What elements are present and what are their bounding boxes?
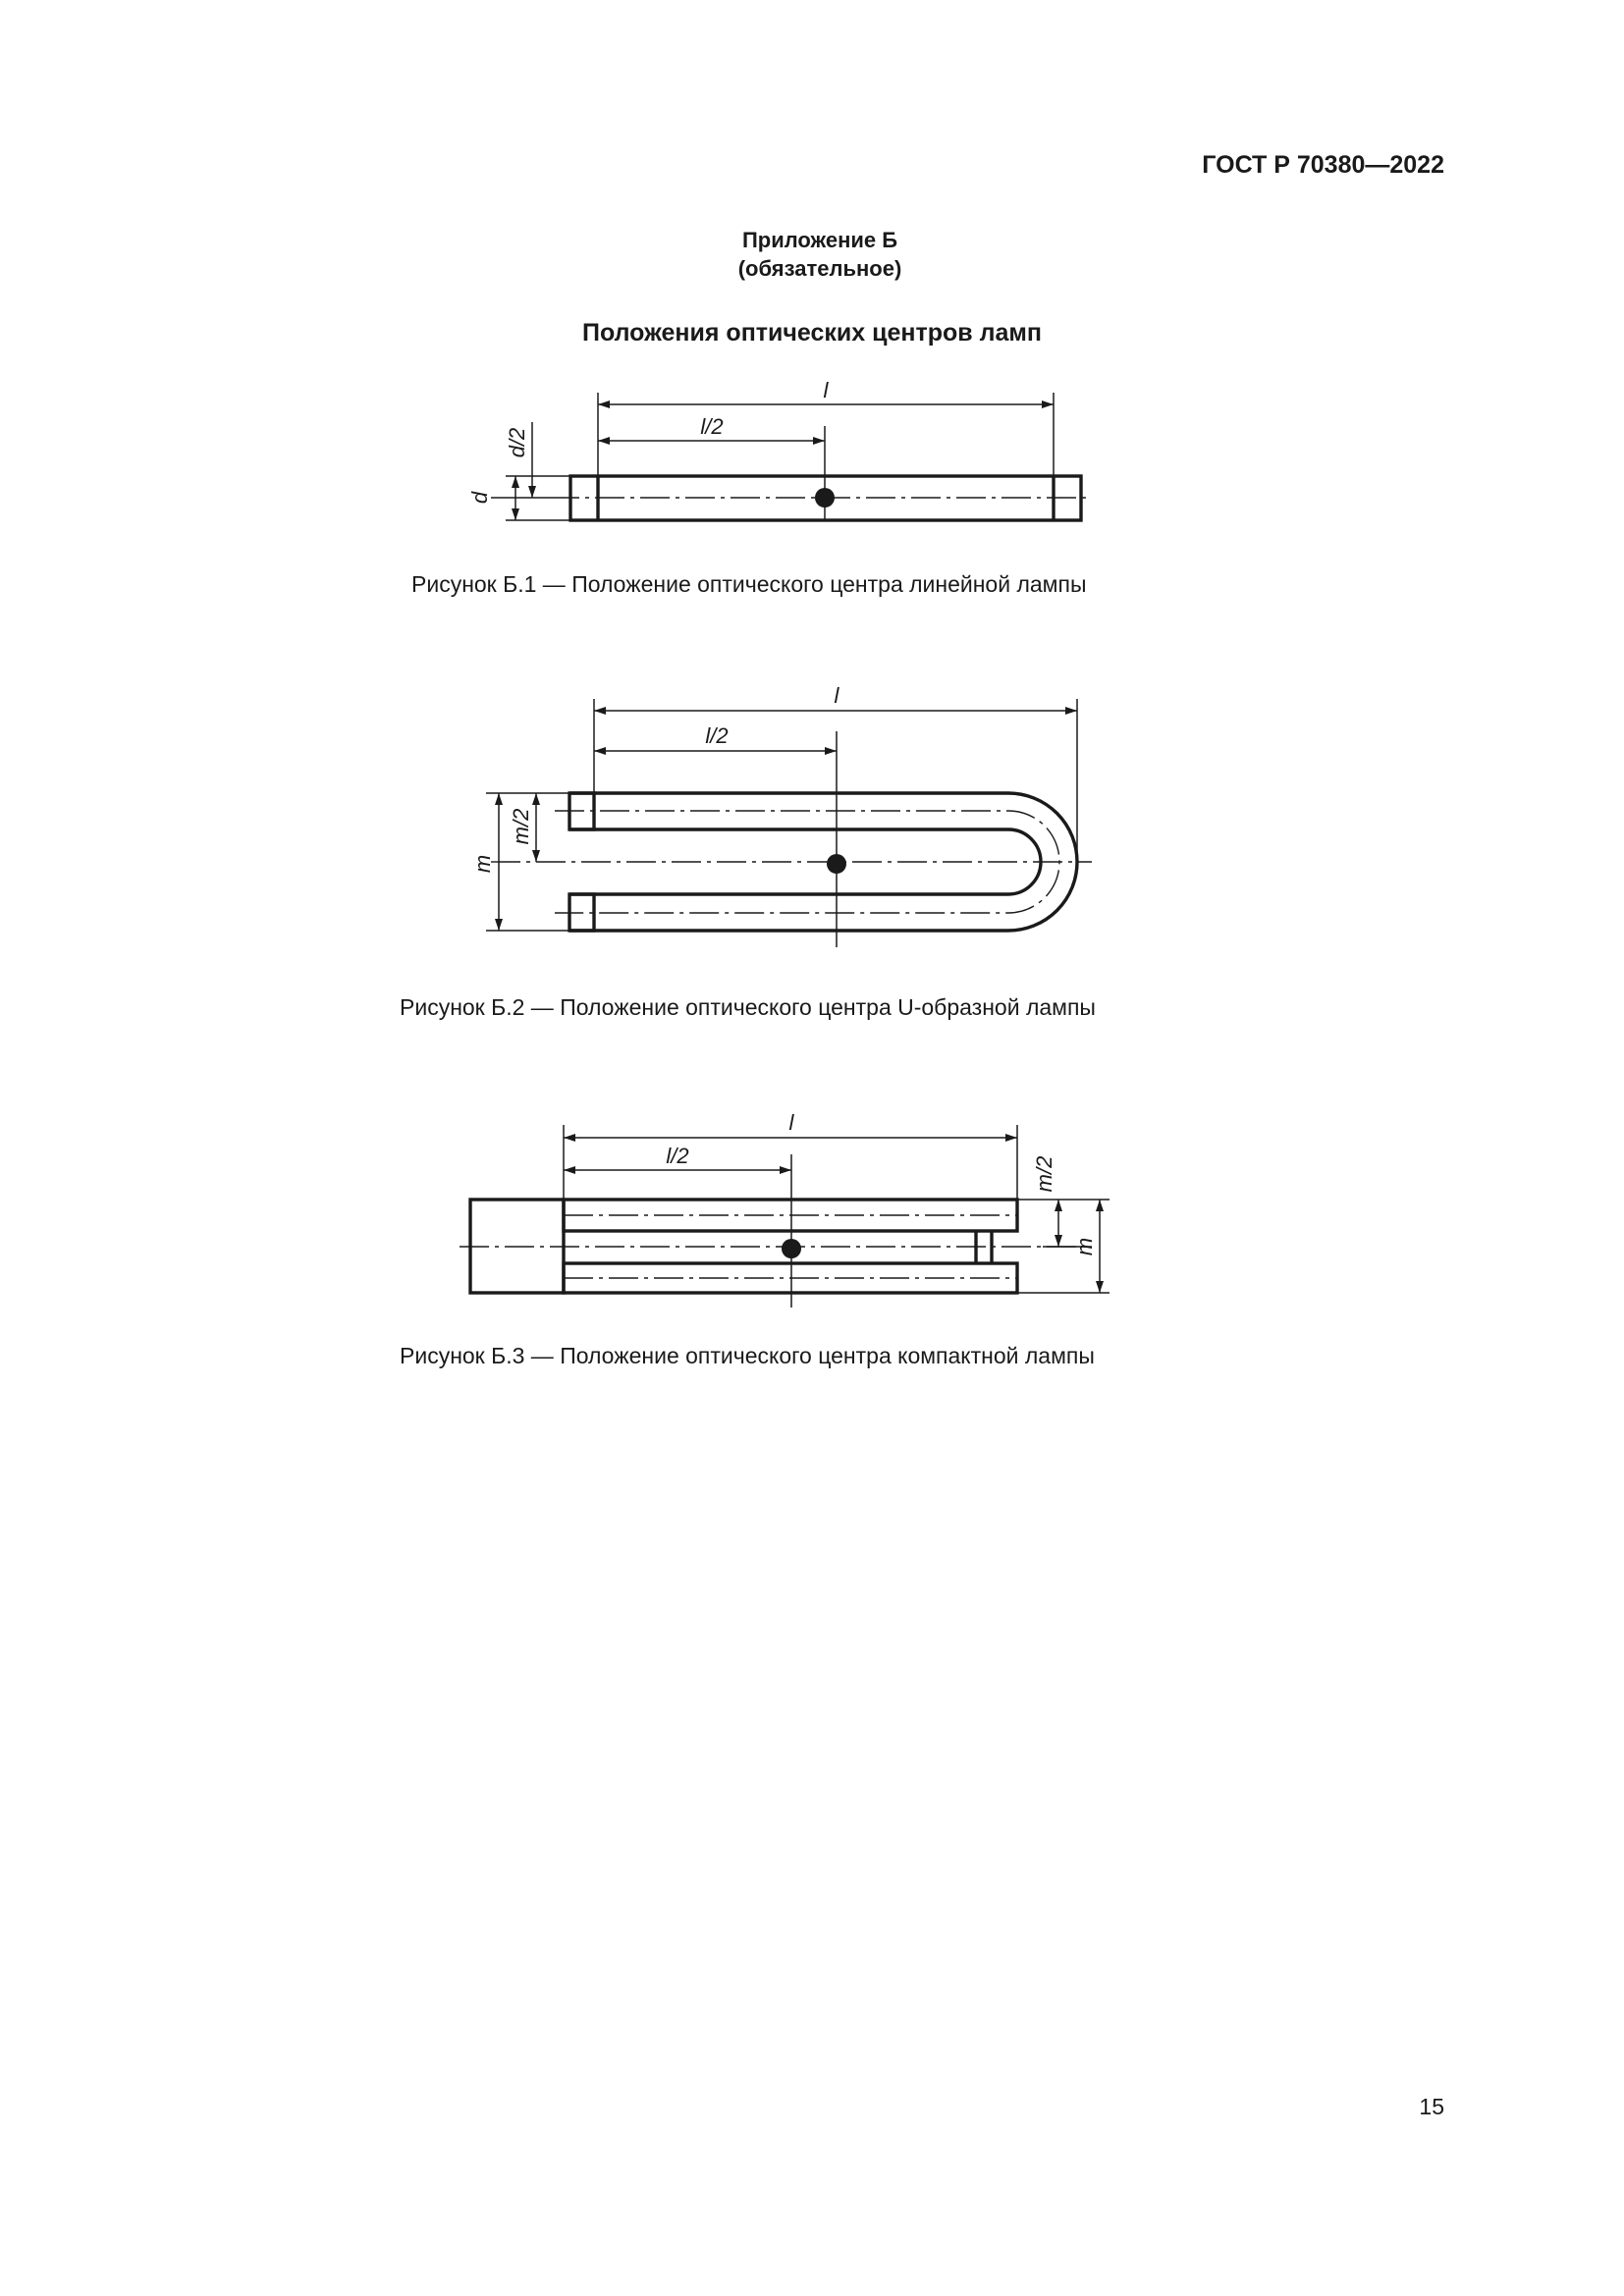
annex-status: (обязательное) — [737, 256, 902, 281]
label-width: m — [470, 854, 495, 874]
label-length: l — [823, 378, 829, 402]
figure-caption-b2: Рисунок Б.2 — Положение оптического центра U-образной лампы — [400, 994, 1096, 1020]
label-width: m — [1072, 1237, 1097, 1256]
page-number: 15 — [1419, 2094, 1444, 2119]
optical-center-dot — [782, 1239, 801, 1258]
label-half-length: l/2 — [666, 1144, 689, 1168]
label-half-length: l/2 — [705, 723, 729, 748]
label-length: l — [834, 683, 839, 708]
document-code: ГОСТ Р 70380—2022 — [1202, 151, 1444, 179]
label-half-width: m/2 — [509, 808, 533, 845]
label-half-diameter: d/2 — [505, 427, 529, 458]
figure-caption-b1: Рисунок Б.1 — Положение оптического центра линейной лампы — [411, 571, 1087, 597]
label-half-length: l/2 — [700, 414, 724, 439]
section-title: Положения оптических центров ламп — [582, 319, 1042, 347]
label-half-width: m/2 — [1032, 1155, 1056, 1193]
annex-title: Приложение Б — [741, 228, 898, 252]
figure-caption-b3: Рисунок Б.3 — Положение оптического центра компактной лампы — [400, 1343, 1095, 1368]
label-diameter: d — [467, 491, 492, 505]
label-length: l — [788, 1110, 794, 1135]
